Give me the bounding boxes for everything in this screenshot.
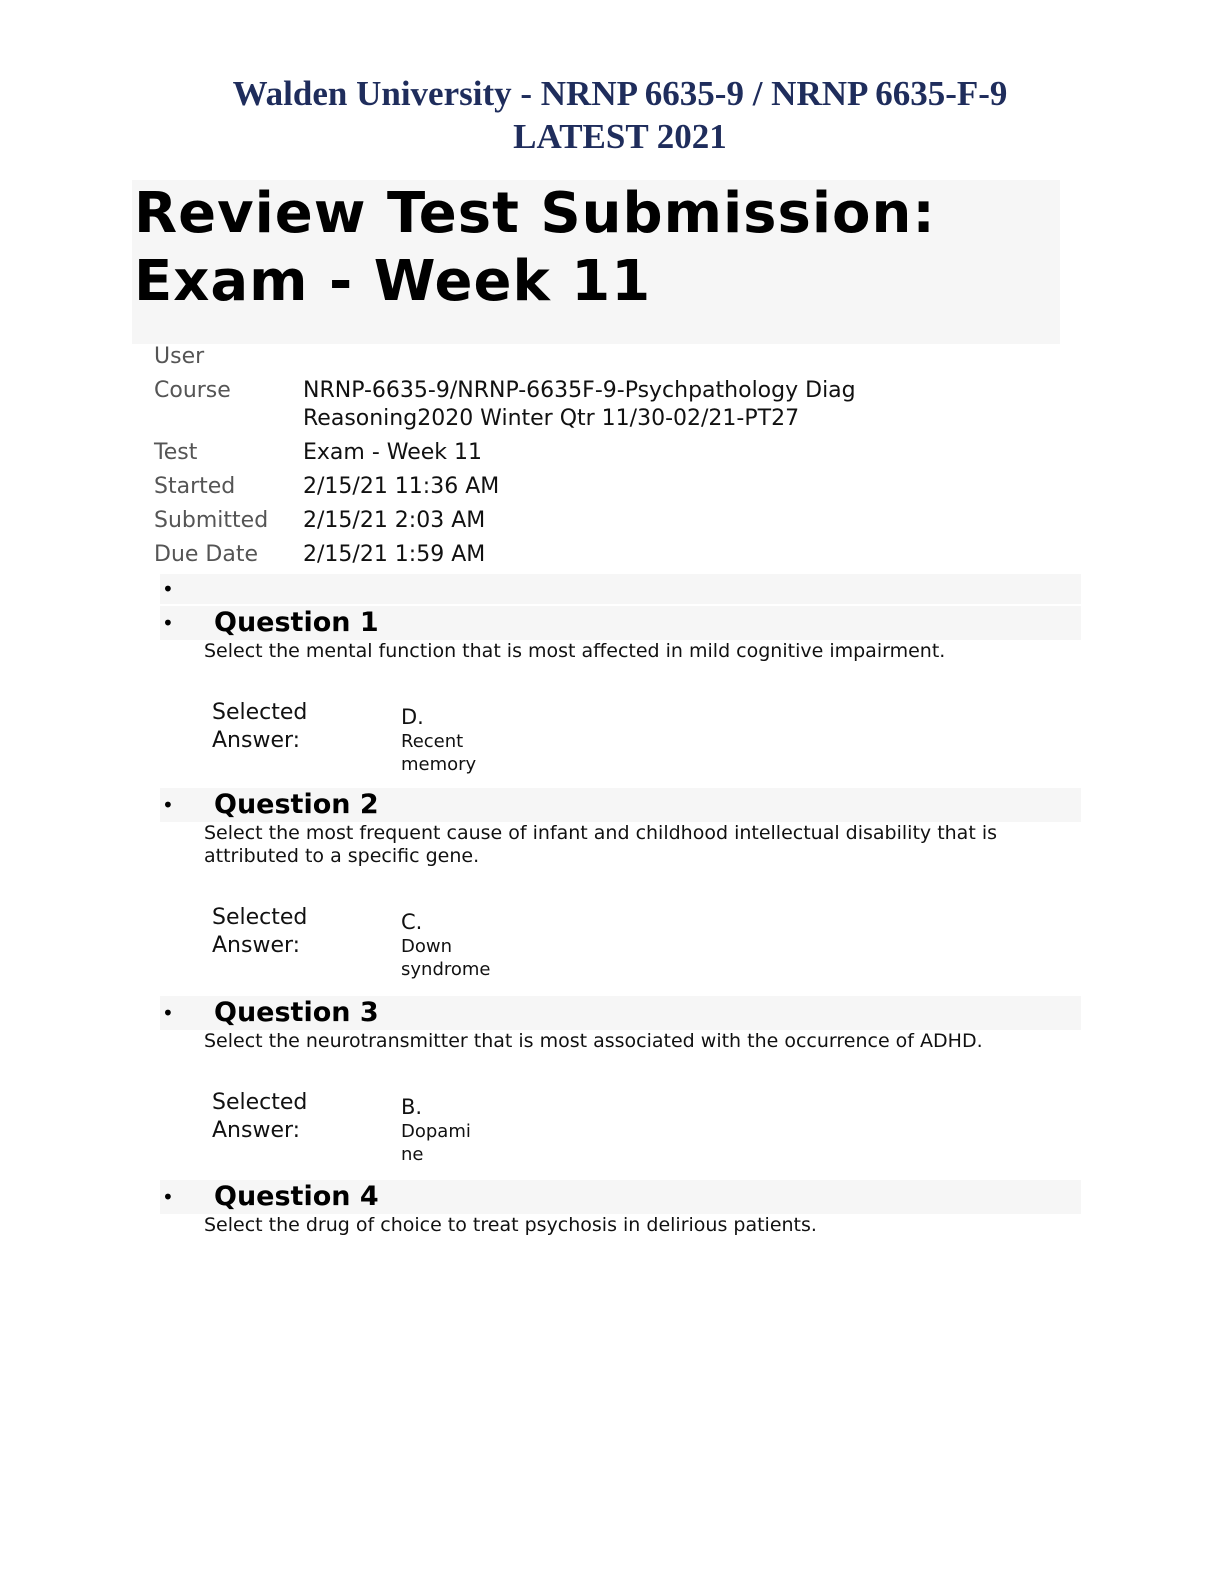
detail-label-course: Course <box>154 378 231 403</box>
selected-answer-label <box>212 904 342 960</box>
page-heading-block <box>132 180 1060 344</box>
detail-row-due-date <box>154 541 974 569</box>
selected-answer <box>212 904 1081 984</box>
question-item <box>160 996 1081 1169</box>
selected-answer-label-line1: Selected <box>212 1090 308 1115</box>
page-heading-line2: Exam - Week 11 <box>134 249 652 314</box>
answer-text-line2: syndrome <box>401 959 491 980</box>
selected-answer-label-line1: Selected <box>212 905 308 930</box>
detail-value-submitted: 2/15/21 2:03 AM <box>303 508 486 533</box>
document-title <box>0 72 1224 158</box>
question-header <box>160 996 1081 1030</box>
answer-text <box>401 730 491 776</box>
answer-text-line1: Down <box>401 936 453 957</box>
question-text: Select the neurotransmitter that is most associated with the occurrence of ADHD. <box>204 1030 983 1052</box>
question-title: Question 1 <box>214 607 379 638</box>
course-line2: Reasoning2020 Winter Qtr 11/30-02/21-PT27 <box>303 406 800 431</box>
question-text: Select the mental function that is most affected in mild cognitive impairment. <box>204 640 946 662</box>
page-heading-line1: Review Test Submission: <box>134 181 936 246</box>
selected-answer-label-line2: Answer: <box>212 1118 301 1143</box>
document-title-line1: Walden University - NRNP 6635-9 / NRNP 6635-F-9 <box>232 74 1008 113</box>
answer-text-line1: Dopami <box>401 1121 471 1142</box>
detail-value-due-date: 2/15/21 1:59 AM <box>303 542 486 567</box>
detail-label-started: Started <box>154 474 236 499</box>
selected-answer-label <box>212 1089 342 1145</box>
question-title: Question 3 <box>214 997 379 1028</box>
course-line1: NRNP-6635-9/NRNP-6635F-9-Psychpathology Diag <box>303 378 856 403</box>
selected-answer-label-line2: Answer: <box>212 933 301 958</box>
bullet-icon: • <box>162 577 174 601</box>
bullet-icon: • <box>162 1001 174 1025</box>
question-title: Question 2 <box>214 789 379 820</box>
detail-value-test: Exam - Week 11 <box>303 440 483 465</box>
question-header <box>160 1180 1081 1214</box>
question-text: Select the drug of choice to treat psychosis in delirious patients. <box>204 1214 817 1236</box>
selected-answer <box>212 699 1081 779</box>
bullet-icon: • <box>162 793 174 817</box>
question-item <box>160 606 1081 779</box>
answer-letter: C. <box>401 910 423 934</box>
detail-row-started <box>154 473 974 501</box>
detail-label-user: User <box>154 344 205 369</box>
detail-value-course <box>303 377 856 433</box>
question-header <box>160 606 1081 640</box>
detail-row-test <box>154 439 974 467</box>
bullet-icon: • <box>162 1185 174 1209</box>
question-item <box>160 1180 1081 1237</box>
answer-letter: B. <box>401 1095 423 1119</box>
detail-label-due-date: Due Date <box>154 542 258 567</box>
question-text: Select the most frequent cause of infant and childhood intellectual disability that is attributed to a specific gene. <box>204 822 997 867</box>
selected-answer-label-line2: Answer: <box>212 728 301 753</box>
detail-row-submitted <box>154 507 974 535</box>
selected-answer-label <box>212 699 342 755</box>
bullet-icon: • <box>162 611 174 635</box>
detail-row-course <box>154 377 974 433</box>
question-title: Question 4 <box>214 1181 379 1212</box>
answer-text-line1: Recent <box>401 731 464 752</box>
answer-text-line2: memory <box>401 754 477 775</box>
detail-value-started: 2/15/21 11:36 AM <box>303 474 500 499</box>
empty-list-item <box>160 574 1081 604</box>
submission-details <box>154 343 974 575</box>
question-header <box>160 788 1081 822</box>
answer-text <box>401 1120 491 1166</box>
selected-answer <box>212 1089 1081 1169</box>
detail-row-user <box>154 343 974 371</box>
selected-answer-label-line1: Selected <box>212 700 308 725</box>
answer-text-line2: ne <box>401 1144 424 1165</box>
detail-label-test: Test <box>154 440 198 465</box>
question-item <box>160 788 1081 984</box>
document-title-line2: LATEST 2021 <box>513 117 727 156</box>
answer-text <box>401 935 491 981</box>
page-heading <box>134 180 936 316</box>
answer-letter: D. <box>401 705 424 729</box>
detail-label-submitted: Submitted <box>154 508 269 533</box>
